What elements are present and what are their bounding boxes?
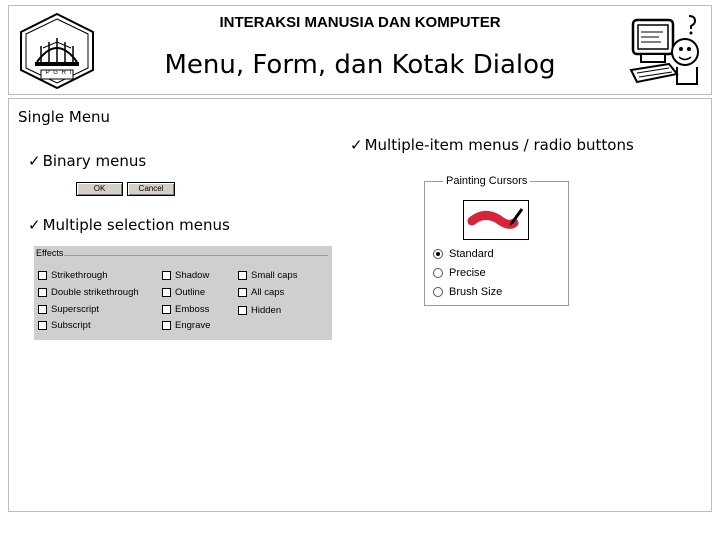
binary-menus-bullet [28, 152, 146, 170]
painting-cursors-legend: Painting Cursors [443, 175, 530, 187]
cancel-button[interactable]: Cancel [127, 182, 175, 196]
checkbox-superscript[interactable] [38, 304, 99, 315]
checkbox-label: All caps [251, 287, 285, 298]
checkbox-box[interactable] [162, 288, 171, 297]
logo-text: P G R I [45, 70, 73, 76]
checkbox-all-caps[interactable] [238, 287, 284, 298]
radio-button[interactable] [433, 249, 443, 259]
slide-header [8, 5, 712, 95]
single-menu-heading: Single Menu [18, 108, 111, 126]
radio-label: Precise [449, 267, 486, 279]
check-bullet-icon: ✓ [28, 216, 41, 234]
check-bullet-icon: ✓ [350, 136, 363, 154]
binary-menus-label: Binary menus [42, 152, 147, 170]
painting-cursors-groupbox [424, 175, 569, 306]
checkbox-hidden[interactable] [238, 305, 281, 316]
effects-divider [64, 255, 328, 256]
checkbox-outline[interactable] [162, 287, 205, 298]
ok-button[interactable]: OK [76, 182, 123, 196]
multiple-selection-label: Multiple selection menus [42, 216, 230, 234]
checkbox-double-strikethrough[interactable] [38, 287, 139, 298]
checkbox-strikethrough[interactable] [38, 270, 108, 281]
checkbox-box[interactable] [162, 271, 171, 280]
checkbox-subscript[interactable] [38, 320, 91, 331]
checkbox-label: Superscript [51, 304, 100, 315]
multiple-item-bullet [350, 136, 634, 154]
checkbox-box[interactable] [238, 306, 247, 315]
checkbox-label: Small caps [251, 270, 298, 281]
checkbox-box[interactable] [162, 305, 171, 314]
checkbox-small-caps[interactable] [238, 270, 297, 281]
radio-button[interactable] [433, 287, 443, 297]
paintbrush-icon [464, 201, 528, 239]
cursor-preview [463, 200, 529, 240]
checkbox-shadow[interactable] [162, 270, 209, 281]
radio-standard[interactable] [433, 248, 494, 260]
checkbox-label: Outline [175, 287, 206, 298]
checkbox-label: Emboss [175, 304, 210, 315]
radio-precise[interactable] [433, 267, 486, 279]
radio-button[interactable] [433, 268, 443, 278]
check-bullet-icon: ✓ [28, 152, 41, 170]
checkbox-box[interactable] [38, 305, 47, 314]
checkbox-engrave[interactable] [162, 320, 210, 331]
checkbox-label: Strikethrough [51, 270, 108, 281]
radio-label: Brush Size [449, 286, 503, 298]
checkbox-label: Subscript [51, 320, 91, 331]
checkbox-box[interactable] [38, 321, 47, 330]
checkbox-emboss[interactable] [162, 304, 209, 315]
checkbox-label: Shadow [175, 270, 210, 281]
checkbox-label: Double strikethrough [51, 287, 139, 298]
checkbox-box[interactable] [38, 271, 47, 280]
slide-title: Menu, Form, dan Kotak Dialog [164, 50, 556, 80]
computer-cartoon-icon [627, 12, 703, 96]
checkbox-box[interactable] [38, 288, 47, 297]
checkbox-label: Engrave [175, 320, 211, 331]
checkbox-box[interactable] [162, 321, 171, 330]
radio-brush-size[interactable] [433, 286, 502, 298]
effects-legend: Effects [36, 248, 64, 258]
multiple-selection-bullet [28, 216, 230, 234]
course-title: INTERAKSI MANUSIA DAN KOMPUTER [219, 14, 501, 31]
checkbox-box[interactable] [238, 271, 247, 280]
checkbox-label: Hidden [251, 305, 282, 316]
effects-groupbox [34, 246, 332, 340]
checkbox-box[interactable] [238, 288, 247, 297]
multiple-item-label: Multiple-item menus / radio buttons [364, 136, 634, 154]
radio-label: Standard [449, 248, 494, 260]
